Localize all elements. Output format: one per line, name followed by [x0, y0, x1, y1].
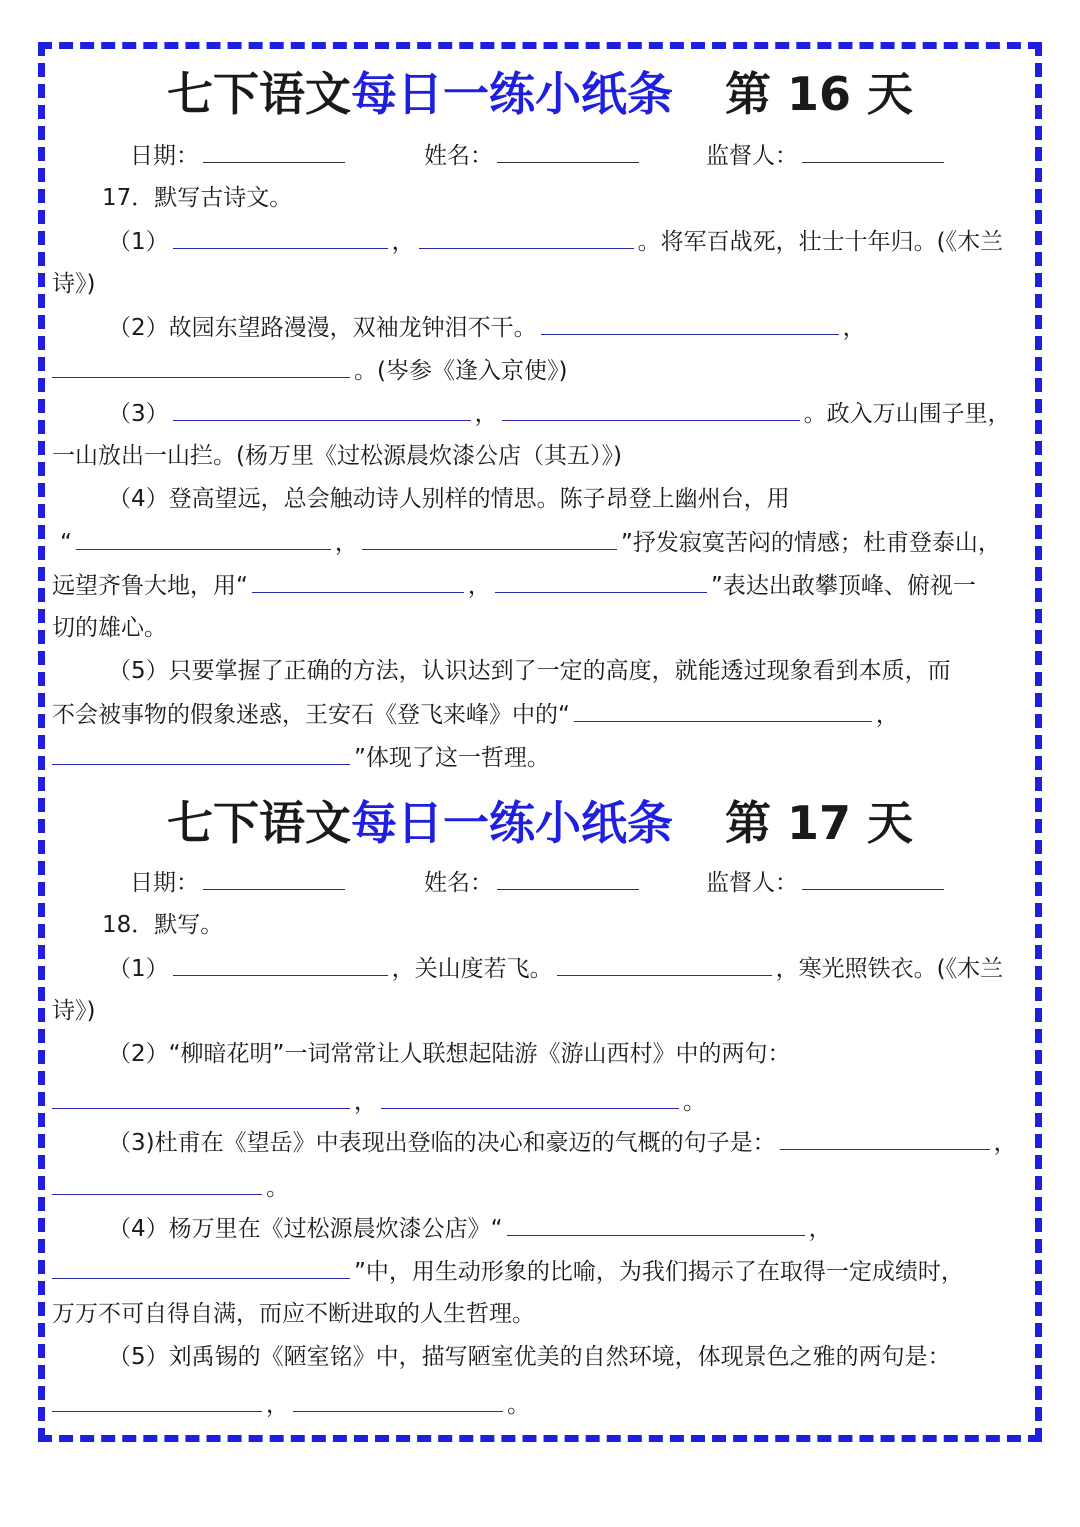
q17-item1-line1: （1） ， 。将军百战死，壮士十年归。(《木兰 — [52, 226, 1028, 257]
answer-blank[interactable] — [557, 953, 772, 976]
answer-blank[interactable] — [574, 699, 872, 722]
q18-item4-line2: ”中，用生动形象的比喻，为我们揭示了在取得一定成绩时， — [52, 1256, 1028, 1287]
date-field[interactable] — [203, 140, 345, 163]
answer-blank[interactable] — [381, 1086, 679, 1109]
day-label: 第 17 天 — [724, 796, 914, 850]
supervisor-label: 监督人： — [706, 143, 798, 169]
answer-blank[interactable] — [419, 226, 634, 249]
supervisor-field[interactable] — [802, 140, 944, 163]
date-label: 日期： — [130, 870, 199, 896]
answer-blank[interactable] — [52, 742, 350, 765]
q17-item4-line3: 远望齐鲁大地，用“ ， ”表达出敢攀顶峰、俯视一 — [52, 570, 1028, 601]
name-field[interactable] — [497, 140, 639, 163]
supervisor-label: 监督人： — [706, 870, 798, 896]
title-highlight: 每日一练小纸条 — [350, 796, 673, 850]
answer-blank[interactable] — [52, 1086, 350, 1109]
q17-item4-line2: “ ， ”抒发寂寞苦闷的情感；杜甫登泰山， — [60, 527, 1028, 558]
answer-blank[interactable] — [507, 1213, 805, 1236]
name-label: 姓名： — [424, 143, 493, 169]
q18-item5-line2: ， 。 — [52, 1389, 1028, 1420]
day17-title — [0, 795, 1080, 851]
name-label: 姓名： — [424, 870, 493, 896]
title-text: 七下语文 — [166, 67, 351, 121]
answer-blank[interactable] — [173, 398, 471, 421]
q18-heading: 18．默写。 — [102, 912, 224, 938]
answer-blank[interactable] — [173, 953, 388, 976]
answer-blank[interactable] — [252, 570, 464, 593]
title-highlight: 每日一练小纸条 — [350, 67, 673, 121]
q17-item3-line2: 一山放出一山拦。(杨万里《过松源晨炊漆公店（其五）》) — [52, 443, 622, 469]
supervisor-field[interactable] — [802, 867, 944, 890]
q18-item3-line1: （3)杜甫在《望岳》中表现出登临的决心和豪迈的气概的句子是： ， — [52, 1127, 1028, 1158]
q18-item1-line1: （1） ，关山度若飞。 ，寒光照铁衣。(《木兰 — [52, 953, 1028, 984]
q17-heading: 17．默写古诗文。 — [102, 185, 293, 211]
q17-item5-line1: （5）只要掌握了正确的方法，认识达到了一定的高度，就能透过现象看到本质，而 — [108, 658, 951, 684]
day17-meta-row — [130, 867, 944, 898]
date-field[interactable] — [203, 867, 345, 890]
date-label: 日期： — [130, 143, 199, 169]
q18-item4-line1: （4）杨万里在《过松源晨炊漆公店》“ ， — [52, 1213, 1028, 1244]
q18-item2-line1: （2）“柳暗花明”一词常常让人联想起陆游《游山西村》中的两句： — [108, 1041, 791, 1067]
answer-blank[interactable] — [76, 527, 331, 550]
answer-blank[interactable] — [52, 355, 350, 378]
answer-blank[interactable] — [362, 527, 617, 550]
q17-item4-line4: 切的雄心。 — [52, 615, 167, 641]
answer-blank[interactable] — [780, 1127, 990, 1150]
answer-blank[interactable] — [52, 1256, 350, 1279]
name-field[interactable] — [497, 867, 639, 890]
q17-item4-line1: （4）登高望远，总会触动诗人别样的情思。陈子昂登上幽州台，用 — [108, 486, 790, 512]
q18-item3-line2: 。 — [52, 1172, 1028, 1203]
day-label: 第 16 天 — [724, 67, 914, 121]
q18-item1-line2: 诗》) — [52, 998, 96, 1024]
answer-blank[interactable] — [52, 1389, 262, 1412]
title-text: 七下语文 — [166, 796, 351, 850]
day16-title — [0, 66, 1080, 122]
q18-item4-line3: 万万不可自得自满，而应不断进取的人生哲理。 — [52, 1301, 535, 1327]
day16-meta-row — [130, 140, 944, 171]
q17-item2-line2: 。(岑参《逢入京使》) — [52, 355, 1028, 386]
answer-blank[interactable] — [173, 226, 388, 249]
q18-item2-line2: ， 。 — [52, 1086, 1028, 1117]
q18-item5-line1: （5）刘禹锡的《陋室铭》中，描写陋室优美的自然环境，体现景色之雅的两句是： — [108, 1344, 951, 1370]
answer-blank[interactable] — [293, 1389, 503, 1412]
q17-item5-line2: 不会被事物的假象迷惑，王安石《登飞来峰》中的“ ， — [52, 699, 1028, 730]
q17-item5-line3: ”体现了这一哲理。 — [52, 742, 1028, 773]
answer-blank[interactable] — [495, 570, 707, 593]
answer-blank[interactable] — [541, 312, 839, 335]
q17-item2-line1: （2）故园东望路漫漫，双袖龙钟泪不干。 ， — [52, 312, 1028, 343]
q17-item3-line1: （3） ， 。政入万山围子里， — [52, 398, 1028, 429]
answer-blank[interactable] — [52, 1172, 262, 1195]
answer-blank[interactable] — [502, 398, 800, 421]
q17-item1-line2: 诗》) — [52, 271, 96, 297]
